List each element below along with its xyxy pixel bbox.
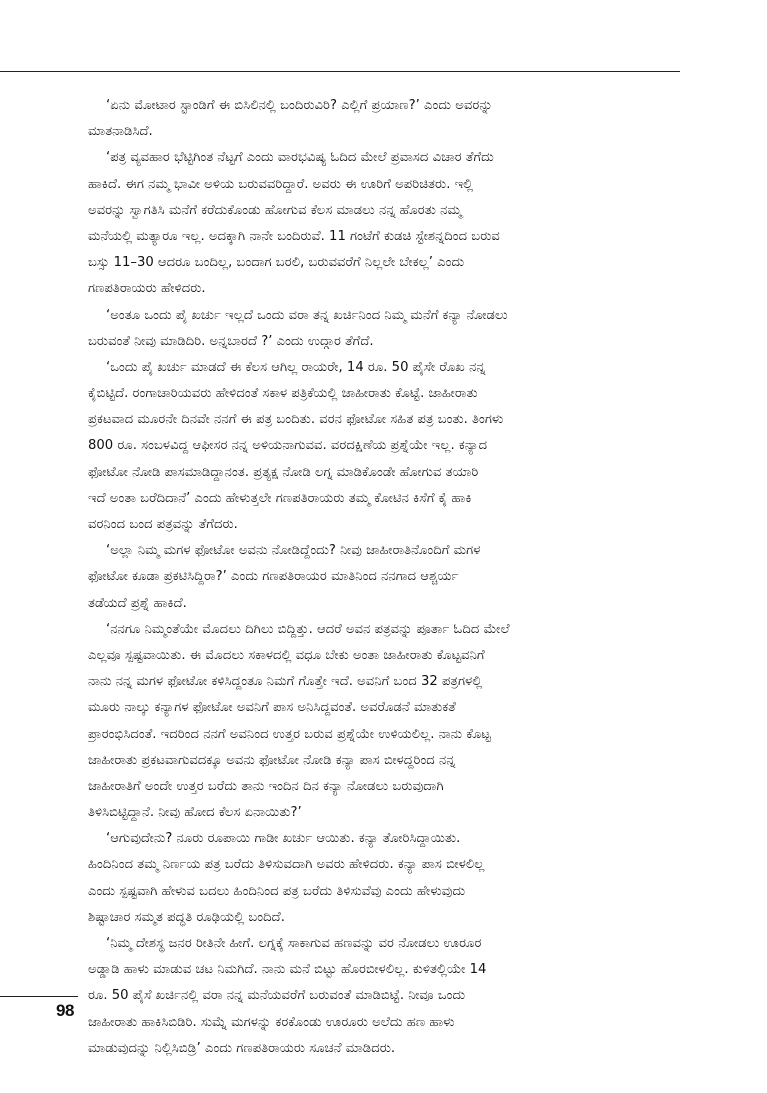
text-line: ಎಲ್ಲವೂ ಸ್ಪಷ್ಟವಾಯಿತು. ಈ ಮೊದಲು ಸಕಾಳದಲ್ಲಿ ವಧೂ ಬೇಕು ಅಂತಾ ಜಾಹೀರಾತು ಕೊಟ್ಟವನಿಗೆ [88,647,485,663]
text-line: ‘ಪತ್ರ ವ್ಯವಹಾರ ಭೆಟ್ಟಿಗಿಂತ ನೆಟ್ಟಗೆ ಎಂದು ವಾರಭವಿಷ್ಯ ಓದಿದ ಮೇಲೆ ಪ್ರವಾಸದ ವಿಚಾರ ತೆಗೆದು [106,150,494,166]
text-line: ವರನಿಂದ ಬಂದ ಪತ್ರವನ್ನು ತೆಗೆದರು. [88,517,238,532]
paragraph [88,303,688,355]
text-line: ನಾನು ನನ್ನ ಮಗಳ ಫೋಟೋ ಕಳಿಸಿದ್ದಂತೂ ನಿಮಗೆ ಗೊತ್ತೇ ಇದೆ. ಅವನಿಗೆ ಬಂದ 32 ಪತ್ರಗಳಲ್ಲಿ [88,674,483,690]
paragraph [88,145,688,302]
paragraph [88,538,688,617]
text-line: ‘ಒಂದು ಪೈ ಖರ್ಚು ಮಾಡದೆ ಈ ಕೆಲಸ ಆಗಿಲ್ಲ ರಾಯರೇ, 14 ರೂ. 50 ಪೈಸೇ ರೊಖ ನನ್ನ [106,359,486,375]
paragraph [88,826,688,931]
text-line: ‘ನಿಮ್ಮ ದೇಶಸ್ಥ ಜನರ ರೀತಿನೇ ಹೀಗೆ. ಲಗ್ನಕ್ಕೆ ಸಾಕಾಗುವ ಹಣವನ್ನು ವರ ನೋಡಲು ಊರೂರ [106,936,482,951]
text-line: ಮಾಡುವುದನ್ನು ನಿಲ್ಲಿಸಿಬಿಡ್ರಿ’ ಎಂದು ಗಣಪತಿರಾಯರು ಸೂಚನೆ ಮಾಡಿದರು. [88,1040,396,1056]
page-footer [0,996,78,997]
text-line: ‘ಅಲ್ಲಾ ನಿಮ್ಮ ಮಗಳ ಫೋಟೋ ಅವನು ನೋಡಿದ್ದೆಂದು? ನೀವು ಜಾಹೀರಾತಿನೊಂದಿಗೆ ಮಗಳ [106,543,481,559]
page-number: 98 [56,1001,74,1020]
text-line: ಹಿಂದಿನಿಂದ ತಮ್ಮ ನಿರ್ಣಯ ಪತ್ರ ಬರೆದು ತಿಳಿಸುವದಾಗಿ ಅವರು ಹೇಳಿದರು. ಕನ್ಯಾ ಪಾಸ ಬೀಳಲಿಲ್ಲ [88,857,485,873]
text-line: ಅಡ್ಡಾಡಿ ಹಾಳು ಮಾಡುವ ಚಟ ನಿಮಗಿದೆ. ನಾನು ಮನೆ ಬಿಟ್ಟು ಹೊರಬೀಳಲಿಲ್ಲ. ಕುಳಿತಲ್ಲಿಯೇ 14 [88,962,487,978]
text-line: ‘ಏನು ಮೋಟಾರ ಸ್ಟಾಂಡಿಗೆ ಈ ಬಿಸಿಲಿನಲ್ಲಿ ಬಂದಿರುವಿರಿ? ಎಲ್ಲಿಗೆ ಪ್ರಯಾಣ?’ ಎಂದು ಅವರನ್ನು [106,98,493,113]
text-line: ಮನೆಯಲ್ಲಿ ಮತ್ಯಾರೂ ಇಲ್ಲ. ಅದಕ್ಕಾಗಿ ನಾನೇ ಬಂದಿರುವೆ. 11 ಗಂಟೆಗೆ ಕುಡಚಿ ಸ್ಟೇಶನ್ನದಿಂದ ಬರುವ [88,228,500,244]
text-line: ಬಸ್ಸು 11–30 ಆದರೂ ಬಂದಿಲ್ಲ, ಬಂದಾಗ ಬರಲಿ, ಬರುವವರೆಗೆ ನಿಲ್ಲಲೇ ಬೇಕಲ್ಲ’ ಎಂದು [88,255,465,271]
text-line: ಕೈಬಿಟ್ಟಿದೆ. ರಂಗಾಚಾರಿಯವರು ಹೇಳಿದಂತೆ ಸಕಾಳ ಪತ್ರಿಕೆಯಲ್ಲಿ ಜಾಹೀರಾತು ಕೊಟ್ಟೆ. ಜಾಹೀರಾತು [88,386,478,402]
text-line: ಜಾಹೀರಾತು ಹಾಕಿಸಿಬಿಡಿರಿ. ಸುಮ್ನೆ ಮಗಳನ್ನು ಕರಕೊಂಡು ಊರೂರು ಅಲೆದು ಹಣ ಹಾಳು [88,1014,455,1030]
top-rule [0,71,680,72]
text-line: ಮೂರು ನಾಲ್ಕು ಕನ್ಯಾಗಳ ಫೋಟೋ ಅವನಿಗೆ ಪಾಸ ಅನಿಸಿದ್ದವಂತೆ. ಅವರೊಡನೆ ಮಾತುಕತೆ [88,700,456,716]
text-line: ಜಾಹೀರಾತು ಪ್ರಕಟವಾಗುವದಕ್ಕೂ ಅವನು ಫೋಟೋ ನೋಡಿ ಕನ್ಯಾ ಪಾಸ ಬೀಳದ್ದರಿಂದ ನನ್ನ [88,752,456,768]
text-line: ‘ನನಗೂ ನಿಮ್ಮಂತೆಯೇ ಮೊದಲು ದಿಗಿಲು ಬಿದ್ದಿತ್ತು. ಆದರೆ ಅವನ ಪತ್ರವನ್ನು ಪೂರ್ತಾ ಓದಿದ ಮೇಲೆ [106,621,510,637]
text-line: ಫೋಟೋ ನೋಡಿ ಪಾಸಮಾಡಿದ್ದಾನಂತ. ಪ್ರತ್ಯಕ್ಷ ನೋಡಿ ಲಗ್ನ ಮಾಡಿಕೊಂಡೇ ಹೋಗುವ ತಯಾರಿ [88,464,479,480]
text-line: ತಿಳಿಸಿಬಿಟ್ಟಿದ್ದಾನೆ. ನೀವು ಹೋದ ಕೆಲಸ ಏನಾಯಿತು?’ [88,805,302,821]
footer-rule [0,996,78,997]
text-line: ಇದೆ ಅಂತಾ ಬರೆದಿದಾನೆ’ ಎಂದು ಹೇಳುತ್ತಲೇ ಗಣಪತಿರಾಯರು ತಮ್ಮ ಕೋಟಿನ ಕಿಸೆಗೆ ಕೈ ಹಾಕಿ [88,490,472,506]
text-line: ಶಿಷ್ಟಾಚಾರ ಸಮ್ಮತ ಪದ್ಧತಿ ರೂಢಿಯಲ್ಲಿ ಬಂದಿದೆ. [88,909,285,925]
text-line: ‘ಆಗುವುದೇನು? ನೂರು ರೂಪಾಯಿ ಗಾಡೀ ಖರ್ಚು ಆಯಿತು. ಕನ್ಯಾ ತೋರಿಸಿದ್ದಾಯಿತು. [106,831,461,847]
text-line: ಬರುವಂತೆ ನೀವು ಮಾಡಿದಿರಿ. ಅನ್ನಬಾರದೆ ?’ ಎಂದು ಉದ್ಗಾರ ತೆಗೆದೆ. [88,333,374,349]
paragraph [88,931,688,1062]
text-line: ಅವರನ್ನು ಸ್ವಾಗತಿಸಿ ಮನೆಗೆ ಕರೆದುಕೊಂಡು ಹೋಗುವ ಕೆಲಸ ಮಾಡಲು ನನ್ನ ಹೊರತು ನಮ್ಮ [88,202,462,218]
text-line: ರೂ. 50 ಪೈಸೆ ಖರ್ಚಿನಲ್ಲಿ ವರಾ ನನ್ನ ಮನೆಯವರೆಗೆ ಬರುವಂತೆ ಮಾಡಿಬಿಟ್ಟೆ. ನೀವೂ ಒಂದು [88,988,466,1004]
text-line: ಗಣಪತಿರಾಯರು ಹೇಳಿದರು. [88,281,206,297]
text-line: ಮಾತನಾಡಿಸಿದೆ. [88,124,153,140]
paragraph [88,93,688,145]
text-line: ಜಾಹೀರಾತಿಗೆ ಅಂದೇ ಉತ್ತರ ಬರೆದು ತಾನು ಇಂದಿನ ದಿನ ಕನ್ಯಾ ನೋಡಲು ಬರುವುದಾಗಿ [88,778,444,794]
paragraph [88,355,688,538]
text-line: ಫೋಟೋ ಕೂಡಾ ಪ್ರಕಟಿಸಿದ್ದಿರಾ?’ ಎಂದು ಗಣಪತಿರಾಯರ ಮಾತಿನಿಂದ ನನಗಾದ ಆಶ್ಚರ್ಯ [88,569,459,585]
text-line: ‘ಅಂತೂ ಒಂದು ಪೈ ಖರ್ಚು ಇಲ್ಲದೆ ಒಂದು ವರಾ ತನ್ನ ಖರ್ಚಿನಿಂದ ನಿಮ್ಮ ಮನೆಗೆ ಕನ್ಯಾ ನೋಡಲು [106,307,508,323]
body-text [88,93,688,1062]
text-line: ಪ್ರಕಟವಾದ ಮೂರನೇ ದಿನವೇ ನನಗೆ ಈ ಪತ್ರ ಬಂದಿತು. ವರನ ಫೋಟೋ ಸಹಿತ ಪತ್ರ ಬಂತು. ತಿಂಗಳು [88,412,504,428]
text-line: ಎಂದು ಸ್ಪಷ್ಟವಾಗಿ ಹೇಳುವ ಬದಲು ಹಿಂದಿನಿಂದ ಪತ್ರ ಬರೆದು ತಿಳಿಸುವೆವು ಎಂದು ಹೇಳುವುದು [88,883,466,899]
text-line: ಪ್ರಾರಂಭಿಸಿದಂತೆ. ಇದರಿಂದ ನನಗೆ ಅವನಿಂದ ಉತ್ತರ ಬರುವ ಪ್ರಶ್ನೆಯೇ ಉಳಿಯಲಿಲ್ಲ. ನಾನು ಕೊಟ್ಟ [88,726,491,742]
text-line: 800 ರೂ. ಸಂಬಳವಿದ್ದ ಆಫೀಸರ ನನ್ನ ಅಳಿಯನಾಗುವವ. ವರದಕ್ಷಿಣೆಯ ಪ್ರಶ್ನೆಯೇ ಇಲ್ಲ. ಕನ್ಯಾದ [88,438,488,454]
text-line: ತಡೆಯದೆ ಪ್ರಶ್ನೆ ಹಾಕಿದೆ. [88,595,187,611]
paragraph [88,617,688,827]
text-line: ಹಾಕಿದೆ. ಈಗ ನಮ್ಮ ಭಾವೀ ಅಳಿಯ ಬರುವವರಿದ್ದಾರೆ. ಅವರು ಈ ಊರಿಗೆ ಅಪರಿಚಿತರು. ಇಲ್ಲಿ [88,176,474,192]
